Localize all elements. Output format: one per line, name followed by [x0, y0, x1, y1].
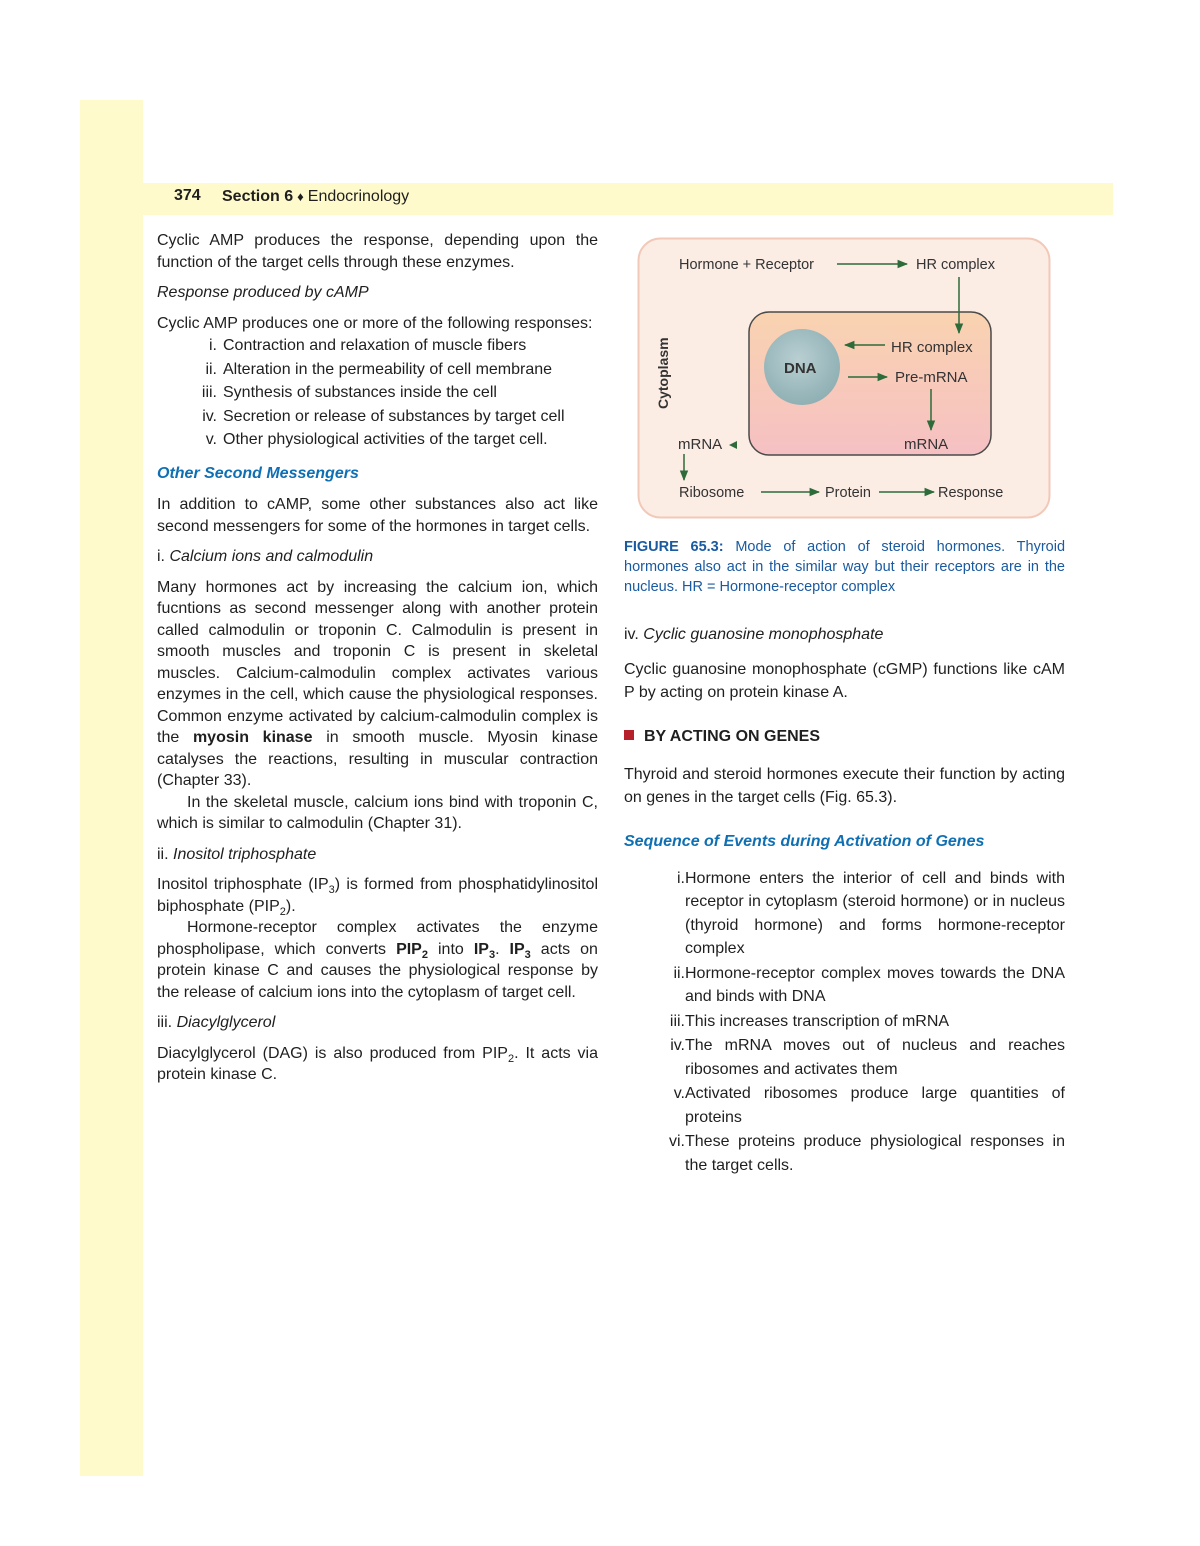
- right-column: [624, 624, 1065, 1178]
- cgmp-subheading: [624, 624, 1065, 646]
- list-number: iv.: [670, 1037, 685, 1054]
- response-item: [157, 428, 598, 452]
- troponin-paragraph: In the skeletal muscle, calcium ions bind with troponin C, which is similar to calmodulin (Chapter 31).: [157, 793, 598, 832]
- ip3-term-2: IP: [509, 940, 525, 958]
- square-bullet-icon: [624, 730, 634, 740]
- steroid-action-diagram: [637, 237, 1051, 519]
- other-messengers-intro: In addition to cAMP, some other substances also act like second messengers for some of the hormones in target cells.: [157, 496, 598, 535]
- list-number: iii.: [201, 384, 217, 401]
- dag-number: iii.: [157, 1014, 173, 1031]
- list-number: iv.: [202, 407, 217, 425]
- mrna-label-cytoplasm: mRNA: [678, 436, 723, 453]
- list-text: Hormone enters the interior of cell and binds with receptor in cytoplasm (steroid hormone) or in nucleus (thyroid hormone) and forms hormone-receptor complex: [685, 869, 1065, 957]
- genes-heading: [624, 726, 1065, 748]
- event-item: [624, 867, 1065, 961]
- list-text: Synthesis of substances inside the cell: [223, 384, 497, 401]
- ip3-text-a: Inositol triphosphate (IP: [157, 876, 329, 893]
- section-number: Section 6: [222, 188, 294, 205]
- ip3-number: ii.: [157, 845, 169, 863]
- ip3-term-sub: 3: [488, 948, 496, 961]
- hr-complex-label-top: HR complex: [916, 257, 995, 273]
- phospholipase-text-a: Hormone-receptor complex activates the enzyme phospholipase, which converts: [157, 919, 598, 958]
- phospholipase-text-b: acts on protein kinase C and causes the physiological response by the release of calcium ions into the cytoplasm of target cell.: [157, 940, 598, 1001]
- calcium-subheading: [157, 546, 598, 568]
- dag-title: Diacylglycerol: [176, 1014, 276, 1031]
- dag-text-b: . It acts via protein kinase C.: [157, 1044, 599, 1083]
- list-number: i.: [209, 337, 217, 354]
- myosin-kinase-term: myosin kinase: [192, 729, 313, 746]
- response-label: Response: [938, 485, 1004, 501]
- list-text: Contraction and relaxation of muscle fibers: [223, 337, 527, 354]
- calcium-number: i.: [157, 548, 165, 565]
- list-text: Alteration in the permeability of cell membrane: [223, 360, 553, 378]
- list-number: ii.: [673, 964, 685, 982]
- calcium-text-a: Many hormones act by increasing the calcium ion, which fucntions as second messenger along with another protein called calmodulin or troponin C. Calmodulin is present in smooth muscles and troponin C is present in skeletal muscles. Calcium-calmodulin complex activates various enzymes in the cell, which cause the physiological responses. Common enzyme activated by calcium-calmodulin complex is the: [157, 578, 598, 746]
- hr-complex-label-nucleus: HR complex: [891, 339, 973, 356]
- list-text: The mRNA moves out of nucleus and reaches ribosomes and activates them: [685, 1037, 1065, 1078]
- calcium-paragraph: [157, 577, 598, 792]
- dag-sub: 2: [507, 1052, 515, 1065]
- pre-mrna-label: Pre-mRNA: [895, 369, 968, 386]
- cgmp-paragraph: Cyclic guanosine monophosphate (cGMP) functions like cAM P by acting on protein kinase A.: [624, 660, 1065, 701]
- list-number: ii.: [205, 360, 217, 378]
- pip2-sub: 2: [421, 948, 428, 961]
- section-topic: Endocrinology: [307, 188, 410, 205]
- sequence-heading: Sequence of Events during Activation of Genes: [624, 833, 985, 850]
- hormone-receptor-label: Hormone + Receptor: [679, 257, 814, 273]
- genes-heading-text: BY ACTING ON GENES: [644, 727, 821, 745]
- figure-caption-text: Mode of action of steroid hormones. Thyroid hormones also act in the similar way but their receptors are in the nucleus. HR = Hormone-receptor complex: [624, 539, 1066, 595]
- response-item: [157, 405, 598, 429]
- left-column: [157, 230, 598, 1086]
- ribosome-label: Ribosome: [679, 485, 745, 501]
- ip3-term: IP: [473, 940, 489, 958]
- pip2-term: PIP: [396, 940, 422, 958]
- list-text: Hormone-receptor complex moves towards the DNA and binds with DNA: [685, 964, 1065, 1005]
- event-item: [624, 962, 1065, 1009]
- cgmp-title: Cyclic guanosine monophosphate: [643, 626, 884, 643]
- into-word: into: [438, 940, 464, 958]
- event-item: [624, 1082, 1065, 1129]
- list-text: These proteins produce physiological responses in the target cells.: [685, 1133, 1065, 1174]
- response-heading: Response produced by cAMP: [157, 284, 369, 301]
- ip3-sub-b: 2: [279, 905, 286, 918]
- diamond-icon: ♦: [297, 189, 304, 204]
- section-title: [222, 188, 409, 206]
- cytoplasm-label: Cytoplasm: [655, 337, 671, 409]
- response-item: [157, 358, 598, 382]
- figure-label: FIGURE 65.3:: [624, 539, 724, 555]
- protein-label: Protein: [825, 485, 871, 501]
- mrna-label-nucleus: mRNA: [904, 436, 949, 453]
- dag-subheading: [157, 1012, 598, 1034]
- list-number: v.: [673, 1085, 685, 1102]
- event-item: [624, 1010, 1065, 1034]
- list-number: iii.: [669, 1012, 685, 1030]
- events-list: [624, 867, 1065, 1178]
- dag-text-a: Diacylglycerol (DAG) is also produced from PIP: [157, 1044, 508, 1062]
- dna-label: DNA: [784, 360, 817, 377]
- list-text: Activated ribosomes produce large quantities of proteins: [685, 1085, 1065, 1126]
- page-number: 374: [174, 187, 201, 204]
- ip3-title: Inositol triphosphate: [173, 845, 317, 863]
- responses-list: [157, 334, 598, 452]
- list-number: vi.: [669, 1133, 685, 1150]
- list-text: Other physiological activities of the target cell.: [223, 431, 548, 448]
- cgmp-number: iv.: [624, 626, 639, 643]
- list-text: Secretion or release of substances by target cell: [223, 407, 565, 425]
- ip3-paragraph: [157, 874, 598, 917]
- response-intro: Cyclic AMP produces one or more of the following responses:: [157, 314, 593, 332]
- ip3-dot: .: [495, 940, 500, 958]
- list-number: i.: [677, 869, 685, 887]
- ip3-sub-a: 3: [328, 884, 335, 897]
- dag-paragraph: [157, 1043, 598, 1086]
- figure-caption: [624, 537, 1065, 597]
- ip3-text-c: ).: [285, 897, 296, 915]
- calcium-title: Calcium ions and calmodulin: [169, 548, 374, 565]
- margin-band: [80, 100, 143, 1476]
- intro-paragraph: Cyclic AMP produces the response, depending upon the function of the target cells through these enzymes.: [157, 232, 598, 271]
- response-item: [157, 381, 598, 405]
- other-messengers-heading: Other Second Messengers: [157, 464, 359, 482]
- response-item: [157, 334, 598, 358]
- calcium-text-b: in smooth muscle. Myosin kinase catalyses the reactions, resulting in muscular contraction (Chapter 33).: [157, 729, 598, 789]
- event-item: [624, 1130, 1065, 1177]
- ip3-term-2-sub: 3: [524, 948, 531, 961]
- phospholipase-paragraph: [157, 917, 598, 1003]
- list-text: This increases transcription of mRNA: [685, 1012, 950, 1030]
- ip3-text-b: ) is formed from phosphatidylinositol biphosphate (PIP: [157, 876, 599, 915]
- list-number: v.: [205, 431, 217, 448]
- ip3-subheading: [157, 844, 598, 866]
- event-item: [624, 1034, 1065, 1081]
- genes-intro: Thyroid and steroid hormones execute their function by acting on genes in the target cells (Fig. 65.3).: [624, 766, 1065, 806]
